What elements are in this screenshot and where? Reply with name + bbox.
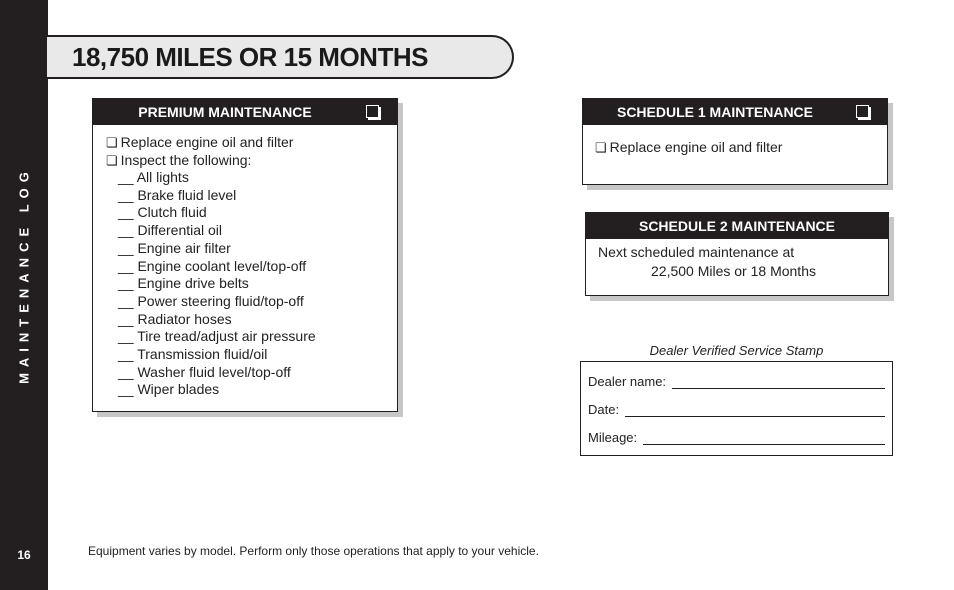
date-row [588, 402, 885, 417]
inspection-item: __ Tire tread/adjust air pressure [118, 328, 316, 345]
sidebar [0, 0, 48, 590]
schedule-1-title: SCHEDULE 1 MAINTENANCE [616, 104, 813, 120]
list-item-text: Replace engine oil and filter [120, 134, 294, 150]
mileage-label: Mileage: [588, 430, 638, 445]
premium-maintenance-body [93, 125, 397, 407]
schedule-2-body [586, 239, 888, 291]
next-maintenance-interval: 22,500 Miles or 18 Months [651, 263, 816, 279]
inspection-item: __ Differential oil [118, 222, 223, 239]
mileage-row [588, 430, 885, 445]
inspection-item: __ Engine coolant level/top-off [118, 257, 307, 274]
page-number: 16 [17, 548, 31, 562]
inspection-item: __ Wiper blades [118, 381, 220, 398]
page-title: 18,750 MILES OR 15 MONTHS [72, 42, 428, 72]
dealer-stamp-box [580, 361, 893, 456]
inspection-item: __ Transmission fluid/oil [118, 346, 268, 363]
next-maintenance-line: Next scheduled maintenance at [598, 244, 795, 260]
footnote: Equipment varies by model. Perform only those operations that apply to your vehicle. [88, 544, 539, 558]
checkbox-icon [366, 105, 379, 118]
schedule-1-header [583, 99, 887, 125]
list-item-text: Inspect the following: [120, 152, 252, 168]
inspection-item: __ Radiator hoses [118, 310, 232, 327]
date-label: Date: [588, 402, 620, 417]
checkbox-glyph: ❏ [106, 135, 118, 150]
premium-maintenance-header [93, 99, 397, 125]
inspection-item: __ Brake fluid level [118, 186, 237, 203]
premium-maintenance-box [92, 98, 398, 412]
schedule-2-title: SCHEDULE 2 MAINTENANCE [638, 218, 835, 234]
date-field[interactable] [625, 404, 885, 417]
list-item [106, 133, 387, 152]
schedule-2-header [586, 213, 888, 239]
inspection-item: __ Engine air filter [118, 239, 231, 256]
inspection-item: __ Clutch fluid [118, 204, 207, 221]
schedule-1-box [582, 98, 888, 185]
dealer-name-label: Dealer name: [588, 374, 667, 389]
inspection-list [118, 169, 387, 399]
inspection-item: __ All lights [118, 169, 189, 185]
dealer-name-field[interactable] [672, 376, 885, 389]
checkbox-icon [856, 105, 869, 118]
inspection-item: __ Power steering fluid/top-off [118, 292, 304, 309]
premium-maintenance-title: PREMIUM MAINTENANCE [138, 104, 312, 120]
inspection-item: __ Washer fluid level/top-off [118, 363, 291, 380]
mileage-field[interactable] [643, 432, 885, 445]
schedule-2-box [585, 212, 889, 296]
sidebar-label: MAINTENANCE LOG [16, 166, 32, 384]
list-item [106, 152, 387, 169]
stamp-caption: Dealer Verified Service Stamp [649, 343, 824, 358]
dealer-name-row [588, 374, 885, 389]
title-banner [47, 35, 514, 79]
inspection-item: __ Engine drive belts [118, 275, 249, 292]
checkbox-glyph: ❏ [595, 140, 607, 155]
schedule-1-body [583, 125, 887, 167]
list-item-text: Replace engine oil and filter [609, 139, 783, 155]
checkbox-glyph: ❏ [106, 153, 118, 168]
